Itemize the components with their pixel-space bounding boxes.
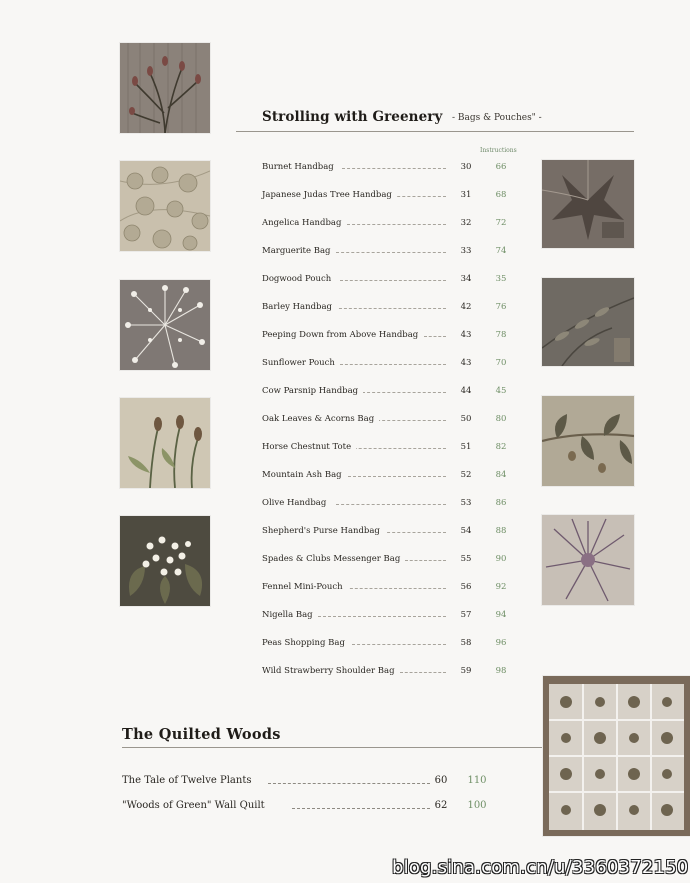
- quilt-photo-oak-leaves: [542, 396, 634, 486]
- toc-entry-instructions-page: 90: [495, 554, 507, 564]
- toc-entry-page: 60: [434, 775, 448, 786]
- toc-entry-instructions-page: 84: [495, 470, 507, 480]
- toc-entry-instructions-page: 74: [495, 246, 507, 256]
- toc-entry[interactable]: [262, 526, 512, 540]
- toc-entry-title: Dogwood Pouch: [262, 274, 336, 284]
- toc-entry[interactable]: [262, 666, 512, 680]
- toc-entry[interactable]: [122, 775, 502, 791]
- quilt-photo-angelica: [542, 160, 634, 248]
- toc-entry-title: The Tale of Twelve Plants: [122, 775, 252, 786]
- toc-entry-title: Wild Strawberry Shoulder Bag: [262, 666, 400, 676]
- toc-entry-title: Fennel Mini-Pouch: [262, 582, 348, 592]
- toc-entry-instructions-page: 72: [495, 218, 507, 228]
- toc-entry[interactable]: [122, 800, 502, 816]
- toc-entry[interactable]: [262, 218, 512, 232]
- toc-entry-instructions-page: 88: [495, 526, 507, 536]
- toc-entry[interactable]: [262, 610, 512, 624]
- toc-entry[interactable]: [262, 414, 512, 428]
- toc-entry-title: Horse Chestnut Tote: [262, 442, 356, 452]
- watermark-url: blog.sina.com.cn/u/3360372150: [392, 857, 689, 878]
- section-title-quilted-woods: The Quilted Woods: [122, 726, 281, 743]
- toc-entry-title: Spades & Clubs Messenger Bag: [262, 554, 405, 564]
- quilt-photo-barley: [120, 398, 210, 488]
- quilt-photo-burnet: [120, 43, 210, 133]
- toc-entry[interactable]: [262, 554, 512, 568]
- toc-entry-instructions-page: 94: [495, 610, 507, 620]
- toc-entry-page: 42: [460, 302, 472, 312]
- section-rule: [236, 131, 634, 132]
- toc-entry-instructions-page: 82: [495, 442, 507, 452]
- toc-entry-page: 59: [460, 666, 472, 676]
- toc-entry-title: Peeping Down from Above Handbag: [262, 330, 423, 340]
- toc-entry-title: Barley Handbag: [262, 302, 337, 312]
- toc-entry-page: 33: [460, 246, 472, 256]
- toc-entry-page: 44: [460, 386, 472, 396]
- toc-entry-title: Oak Leaves & Acorns Bag: [262, 414, 379, 424]
- toc-entry-title: Olive Handbag: [262, 498, 331, 508]
- toc-entry-page: 50: [460, 414, 472, 424]
- toc-entry-instructions-page: 80: [495, 414, 507, 424]
- toc-entry-title: Mountain Ash Bag: [262, 470, 347, 480]
- toc-entry-instructions-page: 78: [495, 330, 507, 340]
- toc-entry-instructions-page: 92: [495, 582, 507, 592]
- toc-entry-title: Burnet Handbag: [262, 162, 339, 172]
- toc-entry-page: 31: [460, 190, 472, 200]
- quilt-photo-shepherds-purse: [120, 516, 210, 606]
- toc-entry-instructions-page: 70: [495, 358, 507, 368]
- toc-entry-page: 57: [460, 610, 472, 620]
- quilt-photo-twelve-plants: [543, 676, 690, 836]
- toc-entry[interactable]: [262, 638, 512, 652]
- toc-entry-title: Japanese Judas Tree Handbag: [262, 190, 397, 200]
- toc-entry-title: Nigella Bag: [262, 610, 318, 620]
- toc-entry-title: Angelica Handbag: [262, 218, 346, 228]
- toc-entry-page: 55: [460, 554, 472, 564]
- toc-entry-instructions-page: 66: [495, 162, 507, 172]
- toc-entry-page: 53: [460, 498, 472, 508]
- toc-entry-page: 43: [460, 358, 472, 368]
- section-rule: [122, 747, 542, 748]
- quilt-photo-cow-parsnip: [120, 280, 210, 370]
- toc-entry[interactable]: [262, 470, 512, 484]
- section-title-strolling: Strolling with Greenery: [262, 109, 443, 125]
- toc-entry[interactable]: [262, 358, 512, 372]
- toc-entry-instructions-page: 68: [495, 190, 507, 200]
- toc-entry[interactable]: [262, 190, 512, 204]
- toc-entry-title: Sunflower Pouch: [262, 358, 340, 368]
- toc-entry-page: 62: [434, 800, 448, 811]
- instructions-header: Instructions: [480, 147, 517, 154]
- toc-entry[interactable]: [262, 162, 512, 176]
- toc-entry-instructions-page: 100: [467, 800, 487, 811]
- toc-entry[interactable]: [262, 302, 512, 316]
- quilt-photo-mountain-ash: [542, 278, 634, 366]
- toc-entry-instructions-page: 35: [495, 274, 507, 284]
- toc-entry-title: "Woods of Green" Wall Quilt: [122, 800, 265, 811]
- toc-entry[interactable]: [262, 498, 512, 512]
- toc-entry-title: Peas Shopping Bag: [262, 638, 350, 648]
- toc-entry[interactable]: [262, 442, 512, 456]
- toc-entry[interactable]: [262, 274, 512, 288]
- toc-entry-page: 30: [460, 162, 472, 172]
- toc-entry-instructions-page: 76: [495, 302, 507, 312]
- section-subtitle: - Bags & Pouches" -: [452, 113, 542, 123]
- toc-entry-page: 32: [460, 218, 472, 228]
- toc-entry-page: 51: [460, 442, 472, 452]
- toc-entry-page: 54: [460, 526, 472, 536]
- toc-entry[interactable]: [262, 386, 512, 400]
- toc-entry-instructions-page: 45: [495, 386, 507, 396]
- toc-entry-title: Cow Parsnip Handbag: [262, 386, 363, 396]
- toc-entry-instructions-page: 98: [495, 666, 507, 676]
- toc-entry-page: 56: [460, 582, 472, 592]
- toc-entry-page: 43: [460, 330, 472, 340]
- toc-entry[interactable]: [262, 330, 512, 344]
- quilt-photo-judas-tree: [120, 161, 210, 251]
- toc-entry-instructions-page: 96: [495, 638, 507, 648]
- quilt-photo-fennel: [542, 515, 634, 605]
- toc-entry-page: 52: [460, 470, 472, 480]
- toc-entry[interactable]: [262, 582, 512, 596]
- toc-entry-instructions-page: 110: [467, 775, 487, 786]
- toc-entry[interactable]: [262, 246, 512, 260]
- toc-entry-instructions-page: 86: [495, 498, 507, 508]
- toc-entry-page: 34: [460, 274, 472, 284]
- toc-entry-title: Marguerite Bag: [262, 246, 335, 256]
- toc-entry-page: 58: [460, 638, 472, 648]
- toc-entry-title: Shepherd's Purse Handbag: [262, 526, 385, 536]
